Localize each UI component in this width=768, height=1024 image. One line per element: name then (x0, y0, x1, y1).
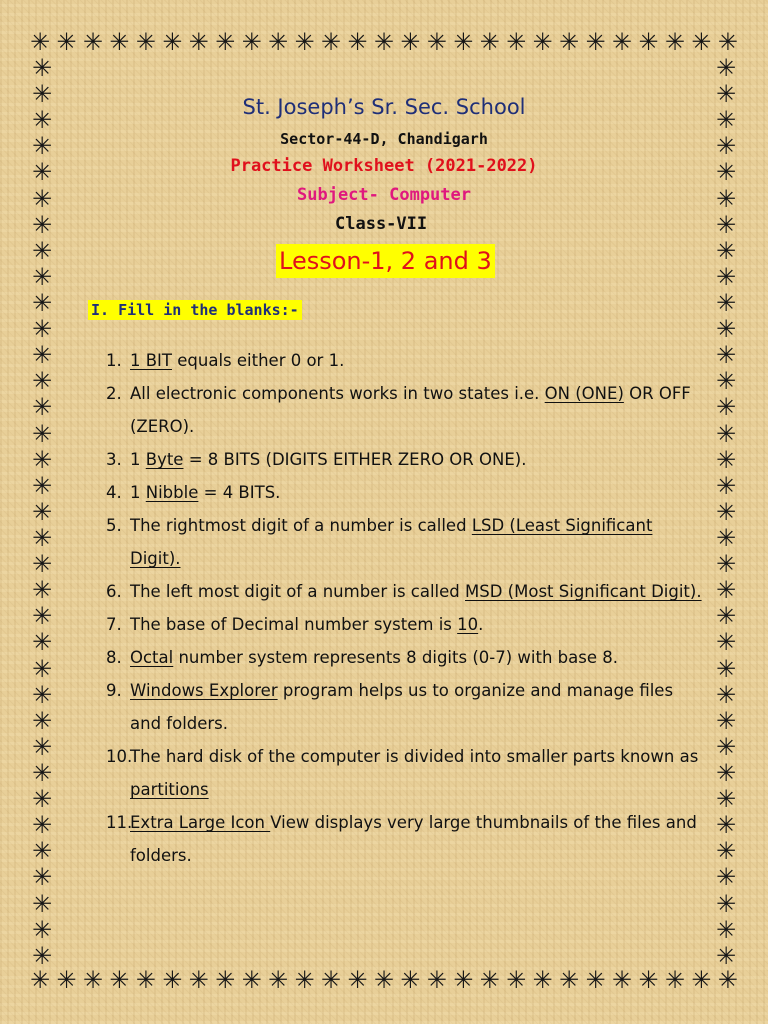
border-star-icon: ✳ (31, 367, 53, 396)
list-item (106, 674, 706, 740)
border-star-icon: ✳ (109, 966, 130, 994)
border-star-icon: ✳ (56, 28, 77, 56)
item-number: 9. (106, 681, 122, 700)
item-number: 10. (106, 747, 133, 766)
border-star-icon: ✳ (31, 785, 53, 814)
item-text: The hard disk of the computer is divided into smaller parts known as (130, 747, 699, 766)
section-title: I. Fill in the blanks:- (88, 300, 302, 320)
border-star-icon: ✳ (453, 28, 474, 56)
item-text: equals either 0 or 1. (172, 351, 345, 370)
border-star-icon: ✳ (715, 811, 737, 840)
border-star-icon: ✳ (715, 158, 737, 187)
border-star-icon: ✳ (188, 966, 209, 994)
border-star-icon: ✳ (715, 419, 737, 448)
answer-text: ON (ONE) (544, 384, 624, 403)
border-star-icon: ✳ (268, 28, 289, 56)
border-star-icon: ✳ (320, 966, 342, 994)
border-star-icon: ✳ (715, 106, 737, 135)
border-star-icon: ✳ (453, 966, 474, 994)
item-text: 1 (130, 450, 146, 469)
border-star-icon: ✳ (373, 966, 394, 994)
border-star-icon: ✳ (715, 758, 737, 787)
answer-text: partitions (130, 780, 209, 799)
border-star-icon: ✳ (715, 445, 737, 474)
border-star-icon: ✳ (715, 915, 737, 944)
border-star-icon: ✳ (506, 28, 527, 56)
border-star-icon: ✳ (691, 966, 712, 994)
answer-text: Extra Large Icon (130, 813, 271, 832)
border-star-icon: ✳ (215, 966, 236, 994)
border-star-icon: ✳ (31, 680, 53, 709)
border-star-icon: ✳ (31, 80, 53, 109)
list-item (106, 806, 706, 872)
border-star-icon: ✳ (268, 966, 289, 994)
item-text: = 4 BITS. (198, 483, 281, 502)
border-star-icon: ✳ (162, 28, 183, 56)
border-star-icon: ✳ (31, 288, 53, 317)
border-star-icon: ✳ (31, 497, 53, 526)
border-bottom (28, 966, 740, 994)
question-list (106, 344, 706, 872)
border-star-icon: ✳ (715, 393, 737, 422)
border-star-icon: ✳ (82, 966, 103, 994)
border-star-icon: ✳ (715, 54, 737, 82)
border-star-icon: ✳ (715, 837, 737, 866)
border-star-icon: ✳ (532, 966, 553, 994)
border-star-icon: ✳ (31, 315, 53, 344)
border-star-icon: ✳ (31, 158, 53, 187)
border-star-icon: ✳ (715, 497, 737, 526)
border-star-icon: ✳ (506, 966, 527, 994)
border-star-icon: ✳ (611, 28, 633, 56)
border-star-icon: ✳ (400, 966, 421, 994)
list-item (106, 344, 706, 377)
school-address: Sector-44-D, Chandigarh (280, 130, 488, 148)
border-star-icon: ✳ (31, 758, 53, 787)
list-item (106, 476, 706, 509)
border-star-icon: ✳ (294, 28, 315, 56)
border-star-icon: ✳ (585, 28, 606, 56)
item-text: program helps us to organize and manage files and folders. (130, 681, 674, 733)
item-number: 7. (106, 615, 122, 634)
border-star-icon: ✳ (31, 654, 53, 683)
item-number: 4. (106, 483, 122, 502)
item-text: OR OFF (ZERO). (130, 384, 691, 436)
border-star-icon: ✳ (426, 28, 447, 56)
item-number: 3. (106, 450, 122, 469)
border-star-icon: ✳ (188, 28, 209, 56)
border-star-icon: ✳ (56, 966, 77, 994)
border-star-icon: ✳ (31, 732, 53, 761)
border-star-icon: ✳ (715, 941, 737, 970)
item-number: 11. (106, 813, 133, 832)
item-number: 1. (106, 351, 122, 370)
item-text: The left most digit of a number is called (130, 582, 466, 601)
border-star-icon: ✳ (135, 966, 156, 994)
answer-text: 10 (457, 615, 479, 634)
border-star-icon: ✳ (162, 966, 183, 994)
border-star-icon: ✳ (31, 132, 53, 161)
border-star-icon: ✳ (715, 80, 737, 109)
border-star-icon: ✳ (215, 28, 236, 56)
border-star-icon: ✳ (31, 837, 53, 866)
border-star-icon: ✳ (29, 28, 51, 56)
border-star-icon: ✳ (31, 445, 53, 474)
border-star-icon: ✳ (31, 341, 53, 370)
list-item (106, 377, 706, 443)
border-star-icon: ✳ (31, 262, 53, 291)
border-star-icon: ✳ (31, 523, 53, 552)
list-item (106, 608, 706, 641)
border-star-icon: ✳ (715, 654, 737, 683)
border-star-icon: ✳ (373, 28, 394, 56)
border-star-icon: ✳ (715, 236, 737, 265)
border-star-icon: ✳ (31, 106, 53, 135)
border-star-icon: ✳ (31, 915, 53, 944)
border-star-icon: ✳ (31, 236, 53, 265)
border-star-icon: ✳ (532, 28, 553, 56)
answer-text: LSD (Least Significant Digit). (130, 516, 653, 568)
border-star-icon: ✳ (715, 210, 737, 239)
border-star-icon: ✳ (479, 966, 500, 994)
border-star-icon: ✳ (715, 863, 737, 892)
border-star-icon: ✳ (715, 732, 737, 761)
border-star-icon: ✳ (715, 523, 737, 552)
border-star-icon: ✳ (717, 28, 738, 56)
border-star-icon: ✳ (715, 680, 737, 709)
border-star-icon: ✳ (715, 367, 737, 396)
answer-text: 1 BIT (130, 351, 173, 370)
item-text: . (478, 615, 484, 634)
list-item (106, 443, 706, 476)
border-star-icon: ✳ (715, 471, 737, 500)
border-star-icon: ✳ (31, 54, 53, 82)
border-star-icon: ✳ (241, 966, 262, 994)
border-star-icon: ✳ (715, 706, 737, 735)
answer-text: Byte (145, 450, 184, 469)
school-name: St. Joseph’s Sr. Sec. School (242, 95, 526, 119)
border-star-icon: ✳ (31, 602, 53, 631)
border-star-icon: ✳ (31, 811, 53, 840)
class-label: Class-VII (335, 214, 428, 234)
border-star-icon: ✳ (31, 210, 53, 239)
list-item (106, 641, 706, 674)
border-star-icon: ✳ (31, 471, 53, 500)
list-item (106, 509, 706, 575)
border-star-icon: ✳ (715, 341, 737, 370)
item-number: 5. (106, 516, 122, 535)
border-star-icon: ✳ (715, 315, 737, 344)
border-star-icon: ✳ (585, 966, 606, 994)
border-star-icon: ✳ (31, 706, 53, 735)
border-star-icon: ✳ (715, 288, 737, 317)
border-star-icon: ✳ (241, 28, 262, 56)
border-top (28, 28, 740, 56)
worksheet-title: Practice Worksheet (2021-2022) (230, 156, 538, 176)
border-star-icon: ✳ (715, 550, 737, 579)
item-text: All electronic components works in two states i.e. (130, 384, 545, 403)
border-star-icon: ✳ (294, 966, 315, 994)
border-star-icon: ✳ (717, 966, 738, 994)
border-star-icon: ✳ (426, 966, 447, 994)
border-star-icon: ✳ (320, 28, 342, 56)
border-star-icon: ✳ (31, 184, 53, 213)
border-star-icon: ✳ (715, 628, 737, 657)
border-star-icon: ✳ (82, 28, 103, 56)
item-number: 2. (106, 384, 122, 403)
list-item (106, 575, 706, 608)
item-text: = 8 BITS (DIGITS EITHER ZERO OR ONE). (183, 450, 527, 469)
border-star-icon: ✳ (109, 28, 130, 56)
border-star-icon: ✳ (715, 132, 737, 161)
answer-text: Windows Explorer (130, 681, 278, 700)
border-star-icon: ✳ (715, 576, 737, 605)
lesson-title: Lesson-1, 2 and 3 (276, 244, 495, 278)
border-star-icon: ✳ (31, 863, 53, 892)
border-star-icon: ✳ (715, 785, 737, 814)
border-star-icon: ✳ (31, 889, 53, 918)
item-text: 1 (130, 483, 146, 502)
item-text: The base of Decimal number system is (130, 615, 458, 634)
answer-text: Nibble (145, 483, 199, 502)
border-star-icon: ✳ (31, 419, 53, 448)
border-star-icon: ✳ (31, 393, 53, 422)
border-star-icon: ✳ (715, 262, 737, 291)
border-star-icon: ✳ (715, 889, 737, 918)
border-star-icon: ✳ (29, 966, 51, 994)
answer-text: MSD (Most Significant Digit). (465, 582, 702, 601)
border-star-icon: ✳ (347, 966, 368, 994)
border-star-icon: ✳ (715, 184, 737, 213)
item-text: number system represents 8 digits (0-7) with base 8. (173, 648, 618, 667)
item-text: The rightmost digit of a number is called (130, 516, 472, 535)
border-star-icon: ✳ (31, 628, 53, 657)
item-number: 8. (106, 648, 122, 667)
subject-label: Subject- Computer (297, 185, 471, 205)
border-star-icon: ✳ (638, 966, 659, 994)
border-star-icon: ✳ (664, 966, 685, 994)
item-text: View displays very large thumbnails of the files and folders. (130, 813, 697, 865)
border-star-icon: ✳ (715, 602, 737, 631)
item-number: 6. (106, 582, 122, 601)
border-star-icon: ✳ (559, 28, 580, 56)
border-star-icon: ✳ (400, 28, 421, 56)
answer-text: Octal (130, 648, 174, 667)
list-item (106, 740, 706, 806)
border-star-icon: ✳ (31, 550, 53, 579)
border-star-icon: ✳ (611, 966, 633, 994)
border-star-icon: ✳ (691, 28, 712, 56)
border-star-icon: ✳ (31, 941, 53, 970)
border-star-icon: ✳ (31, 576, 53, 605)
border-star-icon: ✳ (347, 28, 368, 56)
border-star-icon: ✳ (479, 28, 500, 56)
border-star-icon: ✳ (559, 966, 580, 994)
border-star-icon: ✳ (135, 28, 156, 56)
border-star-icon: ✳ (638, 28, 659, 56)
border-star-icon: ✳ (664, 28, 685, 56)
